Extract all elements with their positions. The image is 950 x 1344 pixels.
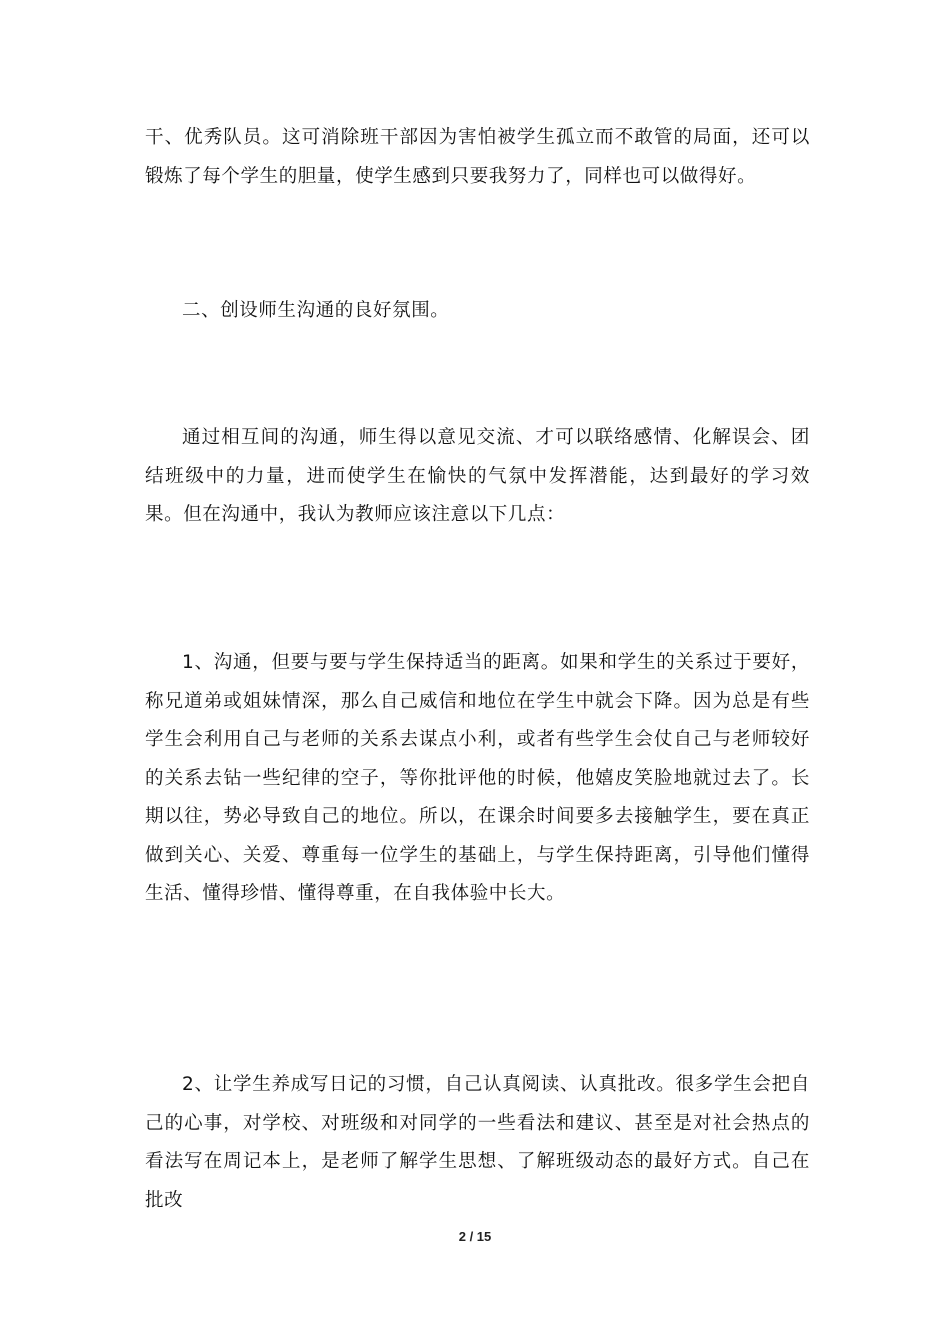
paragraph-point-2: 2、让学生养成写日记的习惯，自己认真阅读、认真批改。很多学生会把自己的心事，对学校、对班级和对同学的一些看法和建议、甚至是对社会热点的看法写在周记本上，是老师了解学生思想、了解班级动态的最好方式。自己在批改 xyxy=(145,1074,810,1211)
section-heading: 二、创设师生沟通的良好氛围。 xyxy=(182,300,450,321)
paragraph-continuation: 干、优秀队员。这可消除班干部因为害怕被学生孤立而不敢管的局面，还可以锻炼了每个学生的胆量，使学生感到只要我努力了，同样也可以做得好。 xyxy=(145,127,810,187)
page-number: 2 / 15 xyxy=(458,1229,492,1244)
paragraph-point-1: 1、沟通，但要与要与学生保持适当的距离。如果和学生的关系过于要好，称兄道弟或姐妹情深，那么自己威信和地位在学生中就会下降。因为总是有些学生会利用自己与老师的关系去谋点小利，或者有些学生会仗自己与老师较好的关系去钻一些纪律的空子，等你批评他的时候，他嬉皮笑脸地就过去了。长期以往，势必导致自己的地位。所以，在课余时间要多去接触学生，要在真正做到关心、关爱、尊重每一位学生的基础上，与学生保持距离，引导他们懂得生活、懂得珍惜、懂得尊重，在自我体验中长大。 xyxy=(145,652,810,904)
paragraph-communication-intro: 通过相互间的沟通，师生得以意见交流、才可以联络感情、化解误会、团结班级中的力量，进而使学生在愉快的气氛中发挥潜能，达到最好的学习效果。但在沟通中，我认为教师应该注意以下几点： xyxy=(145,427,810,525)
